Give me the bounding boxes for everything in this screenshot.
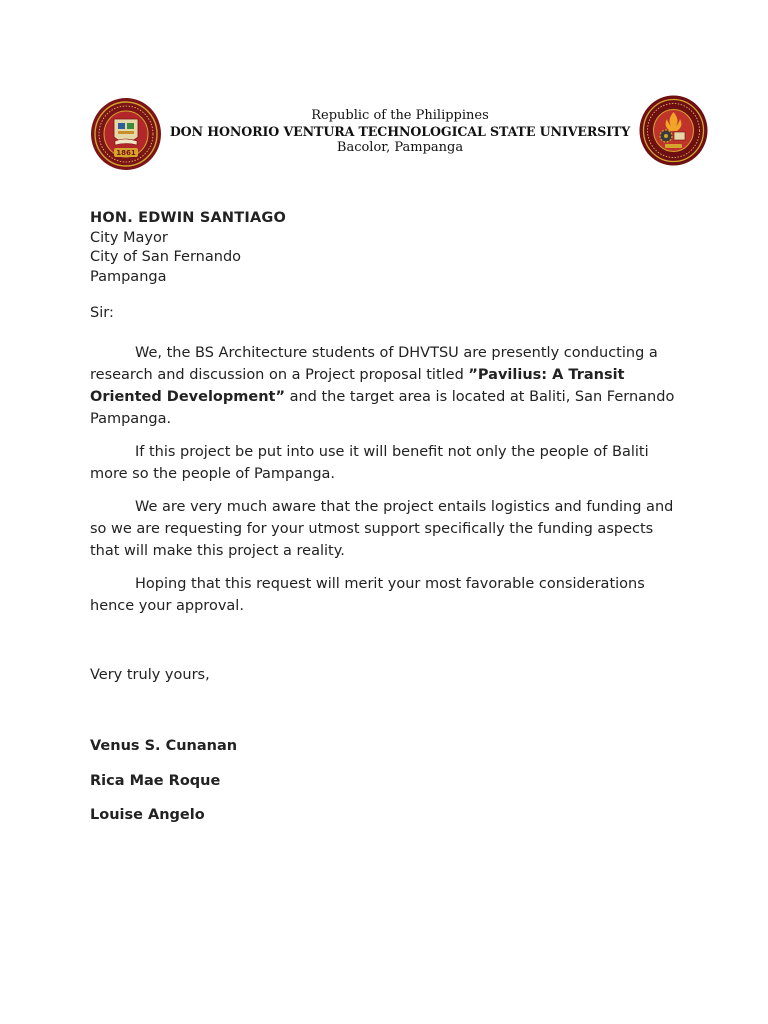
signatory-name: Louise Angelo	[90, 807, 205, 823]
complimentary-close: Very truly yours,	[90, 667, 210, 683]
addressee-name: HON. EDWIN SANTIAGO	[90, 210, 287, 226]
addressee-province: Pampanga	[90, 268, 167, 285]
salutation: Sir:	[90, 305, 114, 321]
signatories	[90, 736, 237, 840]
letterhead-location: Bacolor, Pampanga	[336, 140, 464, 155]
addressee-position: City Mayor	[90, 229, 168, 246]
p1-intro-text: We, the BS Architecture students of DHVTSU are presently conducting a research and discussion on a Project proposal titled	[90, 345, 658, 383]
p1-location-text: and the target area is located at Baliti, San Fernando Pampanga.	[90, 389, 675, 427]
signatory-name: Venus S. Cunanan	[90, 738, 238, 754]
body-paragraph-2: If this project be put into use it will benefit not only the people of Baliti more so the people of Pampanga.	[90, 444, 649, 482]
body-paragraph-4: Hoping that this request will merit your most favorable considerations hence your approval.	[90, 576, 645, 614]
letter-body	[90, 342, 680, 628]
letterhead-country: Republic of the Philippines	[311, 108, 489, 123]
body-paragraph-1	[90, 342, 680, 430]
project-title: ”Pavilius: A Transit Oriented Development”	[90, 367, 625, 405]
seal-year-text: 1861	[116, 149, 136, 157]
college-seal-icon	[639, 95, 708, 166]
addressee-block	[90, 209, 286, 287]
letterhead	[150, 107, 650, 156]
letterhead-university: DON HONORIO VENTURA TECHNOLOGICAL STATE UNIVERSITY	[169, 124, 631, 139]
body-paragraph-3: We are very much aware that the project entails logistics and funding and so we are requesting for your utmost support specifically the funding aspects that will make this project a reality.	[90, 499, 674, 559]
addressee-office: City of San Fernando	[90, 249, 242, 265]
signatory-name: Rica Mae Roque	[90, 772, 221, 789]
